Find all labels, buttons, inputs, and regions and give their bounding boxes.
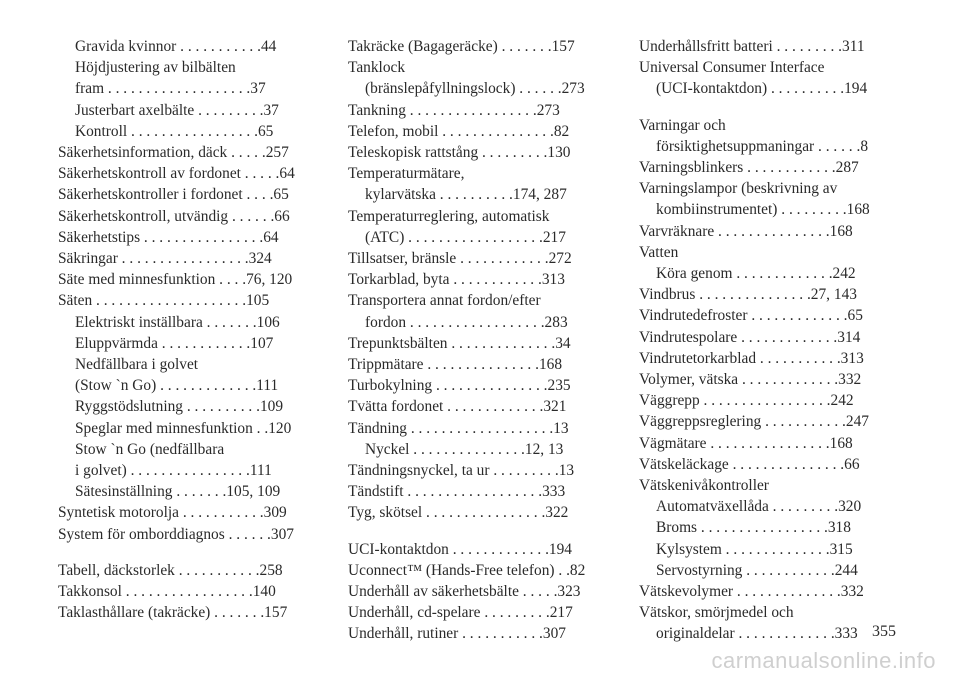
index-subentry: kombiinstrumentet) . . . . . . . . .168 <box>656 201 870 219</box>
index-entry: Säkerhetsinformation, däck . . . . .257 <box>58 144 289 162</box>
index-entry: Tanklock <box>348 59 406 77</box>
index-entry: Taklasthållare (takräcke) . . . . . . .157 <box>58 604 288 622</box>
index-subentry: kylarvätska . . . . . . . . . .174, 287 <box>365 186 567 204</box>
index-entry: Takräcke (Bagageräcke) . . . . . . .157 <box>348 38 575 55</box>
index-entry: Teleskopisk rattstång . . . . . . . . .130 <box>348 144 571 162</box>
index-entry: Universal Consumer Interface <box>639 59 825 77</box>
index-subentry: Kylsystem . . . . . . . . . . . . . .315 <box>656 540 853 558</box>
index-entry: Telefon, mobil . . . . . . . . . . . . . . .82 <box>348 122 570 140</box>
index-subentry: Broms . . . . . . . . . . . . . . . . .318 <box>656 519 851 537</box>
page-number: 355 <box>872 623 896 640</box>
index-subentry: (Stow `n Go) . . . . . . . . . . . . .111 <box>75 377 279 395</box>
index-entry: Underhållsfritt batteri . . . . . . . . .311 <box>639 38 865 55</box>
index-subentry: Automatväxellåda . . . . . . . . .320 <box>656 498 862 516</box>
index-entry: Säkerhetskontroller i fordonet . . . .65 <box>58 186 289 204</box>
index-subentry: Gravida kvinnor . . . . . . . . . . .44 <box>75 38 277 55</box>
index-subentry: Eluppvärmda . . . . . . . . . . . .107 <box>75 334 274 352</box>
index-entry: Väggreppsreglering . . . . . . . . . . .247 <box>639 413 869 431</box>
index-entry: Vätskenivåkontroller <box>639 477 769 495</box>
index-subentry: Nyckel . . . . . . . . . . . . . . .12, 13 <box>365 440 564 458</box>
index-subentry: originaldelar . . . . . . . . . . . . .333 <box>656 625 858 643</box>
index-subentry: fordon . . . . . . . . . . . . . . . . . .283 <box>365 313 568 331</box>
index-subentry: Sätesinställning . . . . . . .105, 109 <box>75 483 281 501</box>
index-entry: Säte med minnesfunktion . . . .76, 120 <box>58 271 293 289</box>
index-entry: UCI-kontaktdon . . . . . . . . . . . . .194 <box>348 540 573 558</box>
index-entry: Vätskor, smörjmedel och <box>639 604 794 622</box>
index-entry: Underhåll, rutiner . . . . . . . . . . .307 <box>348 625 566 643</box>
index-entry: Säkerhetskontroll, utvändig . . . . . .66 <box>58 207 290 225</box>
index-column-2 <box>348 36 604 645</box>
index-column-1 <box>58 36 310 623</box>
section-gap <box>348 524 604 539</box>
index-entry: Tyg, skötsel . . . . . . . . . . . . . . . .322 <box>348 504 569 522</box>
index-entry: Trippmätare . . . . . . . . . . . . . . .168 <box>348 356 563 374</box>
index-entry: Varvräknare . . . . . . . . . . . . . . .168 <box>639 222 853 240</box>
index-entry: Underhåll, cd-spelare . . . . . . . . .217 <box>348 604 573 622</box>
index-entry: Volymer, vätska . . . . . . . . . . . . .332 <box>639 371 862 389</box>
index-entry: Takkonsol . . . . . . . . . . . . . . . . .140 <box>58 583 276 601</box>
index-entry: Underhåll av säkerhetsbälte . . . . .323 <box>348 583 581 601</box>
index-entry: Torkarblad, byta . . . . . . . . . . . .313 <box>348 271 565 289</box>
section-gap <box>639 100 898 115</box>
index-subentry: Nedfällbara i golvet <box>75 356 199 374</box>
index-subentry: Speglar med minnesfunktion . .120 <box>75 419 292 437</box>
section-gap <box>58 545 310 560</box>
index-entry: Trepunktsbälten . . . . . . . . . . . . . .34 <box>348 334 571 352</box>
index-entry: Varningsblinkers . . . . . . . . . . . .287 <box>639 159 859 177</box>
index-entry: System för omborddiagnos . . . . . .307 <box>58 525 294 543</box>
index-entry: Temperaturmätare, <box>348 165 465 183</box>
index-entry: Väggrepp . . . . . . . . . . . . . . . . .242 <box>639 392 854 410</box>
index-subentry: Justerbart axelbälte . . . . . . . . .37 <box>75 101 279 119</box>
index-entry: Tabell, däckstorlek . . . . . . . . . . .258 <box>58 561 283 579</box>
index-subentry: Stow `n Go (nedfällbara <box>75 440 225 458</box>
index-entry: Säten . . . . . . . . . . . . . . . . . . . .105 <box>58 292 270 310</box>
index-subentry: i golvet) . . . . . . . . . . . . . . . .111 <box>75 462 272 480</box>
index-subentry: Ryggstödslutning . . . . . . . . . .109 <box>75 398 284 416</box>
index-entry: Varningar och <box>639 116 726 134</box>
index-entry: Tvätta fordonet . . . . . . . . . . . . .321 <box>348 398 567 416</box>
index-entry: Syntetisk motorolja . . . . . . . . . . .309 <box>58 504 287 522</box>
index-subentry: Elektriskt inställbara . . . . . . .106 <box>75 313 280 331</box>
index-subentry: Höjdjustering av bilbälten <box>75 59 236 77</box>
index-entry: Säkringar . . . . . . . . . . . . . . . . .324 <box>58 250 272 268</box>
index-entry: Vägmätare . . . . . . . . . . . . . . . .168 <box>639 434 853 452</box>
index-entry: Vindbrus . . . . . . . . . . . . . . .27, 143 <box>639 286 857 304</box>
index-entry: Uconnect™ (Hands-Free telefon) . .82 <box>348 561 586 579</box>
index-subentry: (UCI-kontaktdon) . . . . . . . . . .194 <box>656 80 868 98</box>
index-subentry: (ATC) . . . . . . . . . . . . . . . . . .217 <box>365 228 566 246</box>
index-column-3 <box>639 36 898 645</box>
index-entry: Varningslampor (beskrivning av <box>639 180 838 198</box>
index-subentry: Servostyrning . . . . . . . . . . . .244 <box>656 561 858 579</box>
index-subentry: försiktighetsuppmaningar . . . . . .8 <box>656 137 869 155</box>
index-entry: Vätskeläckage . . . . . . . . . . . . . . .66 <box>639 455 860 473</box>
index-subentry: Köra genom . . . . . . . . . . . . .242 <box>656 265 856 283</box>
index-entry: Tillsatser, bränsle . . . . . . . . . . . .272 <box>348 250 572 268</box>
index-entry: Transportera annat fordon/efter <box>348 292 541 310</box>
index-entry: Vindrutetorkarblad . . . . . . . . . . .313 <box>639 349 864 367</box>
index-entry: Tändstift . . . . . . . . . . . . . . . . . .333 <box>348 483 566 501</box>
index-entry: Tändning . . . . . . . . . . . . . . . . . . .13 <box>348 419 569 437</box>
index-entry: Temperaturreglering, automatisk <box>348 207 550 225</box>
index-entry: Vätskevolymer . . . . . . . . . . . . . .332 <box>639 583 864 601</box>
index-subentry: Kontroll . . . . . . . . . . . . . . . . .65 <box>75 122 274 140</box>
index-entry: Tändningsnyckel, ta ur . . . . . . . . .13 <box>348 462 575 480</box>
index-entry: Tankning . . . . . . . . . . . . . . . . .273 <box>348 101 560 119</box>
index-entry: Säkerhetskontroll av fordonet . . . . .64 <box>58 165 295 183</box>
watermark-text: carmanualsonline.info <box>711 648 936 673</box>
index-entry: Vatten <box>639 243 679 261</box>
index-entry: Vindrutespolare . . . . . . . . . . . . .314 <box>639 328 861 346</box>
index-subentry: fram . . . . . . . . . . . . . . . . . . .37 <box>75 80 266 98</box>
index-entry: Vindrutedefroster . . . . . . . . . . . . .65 <box>639 307 863 325</box>
index-entry: Turbokylning . . . . . . . . . . . . . . .235 <box>348 377 571 395</box>
index-subentry: (bränslepåfyllningslock) . . . . . .273 <box>365 80 585 98</box>
index-entry: Säkerhetstips . . . . . . . . . . . . . . . .64 <box>58 228 279 246</box>
